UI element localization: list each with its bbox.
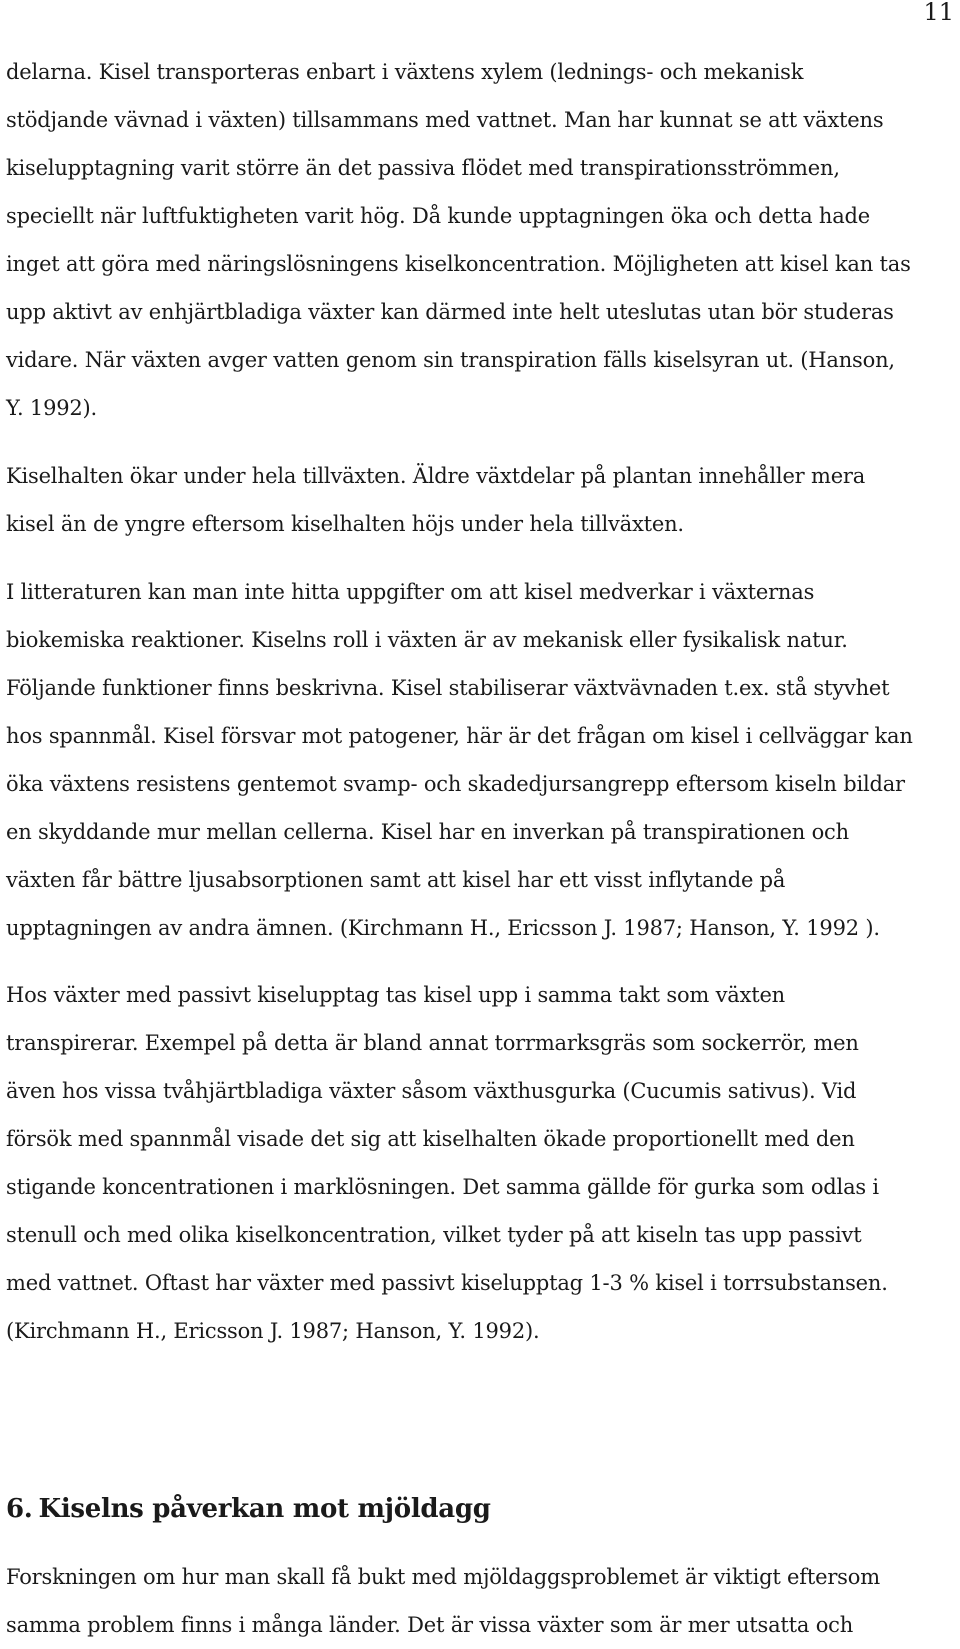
text-line: upptagningen av andra ämnen. (Kirchmann H., Ericsson J. 1987; Hanson, Y. 1992 ). xyxy=(6,916,880,940)
text-line: kiselupptagning varit större än det passiva flödet med transpirationsströmmen, xyxy=(6,156,840,180)
text-line: samma problem finns i många länder. Det är vissa växter som är mer utsatta och xyxy=(6,1613,854,1637)
paragraph-spacer xyxy=(6,952,956,971)
text-line: biokemiska reaktioner. Kiselns roll i växten är av mekanisk eller fysikalisk natur. xyxy=(6,628,848,652)
text-line: kisel än de yngre eftersom kiselhalten höjs under hela tillväxten. xyxy=(6,512,684,536)
text-line: vidare. När växten avger vatten genom sin transpiration fälls kiselsyran ut. (Hanson, xyxy=(6,348,895,372)
text-line: Forskningen om hur man skall få bukt med mjöldaggsproblemet är viktigt eftersom xyxy=(6,1565,880,1589)
text-line: inget att göra med näringslösningens kiselkoncentration. Möjligheten att kisel kan tas xyxy=(6,252,911,276)
text-line: hos spannmål. Kisel försvar mot patogener, här är det frågan om kisel i cellväggar kan xyxy=(6,724,913,748)
text-line: (Kirchmann H., Ericsson J. 1987; Hanson, Y. 1992). xyxy=(6,1319,540,1343)
text-line: delarna. Kisel transporteras enbart i växtens xylem (lednings- och mekanisk xyxy=(6,60,804,84)
text-line: försök med spannmål visade det sig att kiselhalten ökade proportionellt med den xyxy=(6,1127,855,1151)
text-line: Följande funktioner finns beskrivna. Kisel stabiliserar växtvävnaden t.ex. stå styvhet xyxy=(6,676,890,700)
text-line: stenull och med olika kiselkoncentration, vilket tyder på att kiseln tas upp passivt xyxy=(6,1223,862,1247)
paragraph-spacer xyxy=(6,432,956,452)
paragraph-spacer xyxy=(6,1533,956,1553)
text-line: en skyddande mur mellan cellerna. Kisel har en inverkan på transpirationen och xyxy=(6,820,849,844)
text-line: speciellt när luftfuktigheten varit hög. Då kunde upptagningen öka och detta hade xyxy=(6,204,870,228)
paragraph-4 xyxy=(6,971,956,1355)
text-line: upp aktivt av enhjärtbladiga växter kan därmed inte helt uteslutas utan bör studeras xyxy=(6,300,894,324)
page-content xyxy=(6,48,956,1649)
text-line: växten får bättre ljusabsorptionen samt att kisel har ett visst inflytande på xyxy=(6,868,786,892)
page-number: 11 xyxy=(923,0,954,26)
section-spacer xyxy=(6,1355,956,1485)
text-line: även hos vissa tvåhjärtbladiga växter såsom växthusgurka (Cucumis sativus). Vid xyxy=(6,1079,857,1103)
text-line: Kiselhalten ökar under hela tillväxten. Äldre växtdelar på plantan innehåller mera xyxy=(6,464,866,488)
text-line: Y. 1992). xyxy=(6,396,98,420)
paragraph-3 xyxy=(6,568,956,952)
text-line: transpirerar. Exempel på detta är bland annat torrmarksgräs som sockerrör, men xyxy=(6,1031,859,1055)
text-line: med vattnet. Oftast har växter med passivt kiselupptag 1-3 % kisel i torrsubstansen. xyxy=(6,1271,888,1295)
text-line: I litteraturen kan man inte hitta uppgifter om att kisel medverkar i växternas xyxy=(6,580,815,604)
paragraph-1 xyxy=(6,48,956,432)
text-line: stödjande vävnad i växten) tillsammans med vattnet. Man har kunnat se att växtens xyxy=(6,108,884,132)
text-line: stigande koncentrationen i marklösningen. Det samma gällde för gurka som odlas i xyxy=(6,1175,879,1199)
section-number: 6. xyxy=(6,1494,33,1524)
text-line: Hos växter med passivt kiselupptag tas kisel upp i samma takt som växten xyxy=(6,983,786,1007)
paragraph-spacer xyxy=(6,548,956,568)
text-line: öka växtens resistens gentemot svamp- och skadedjursangrepp eftersom kiseln bildar xyxy=(6,772,905,796)
section-heading xyxy=(6,1485,956,1533)
paragraph-2 xyxy=(6,452,956,548)
section-title: Kiselns påverkan mot mjöldagg xyxy=(38,1494,491,1524)
